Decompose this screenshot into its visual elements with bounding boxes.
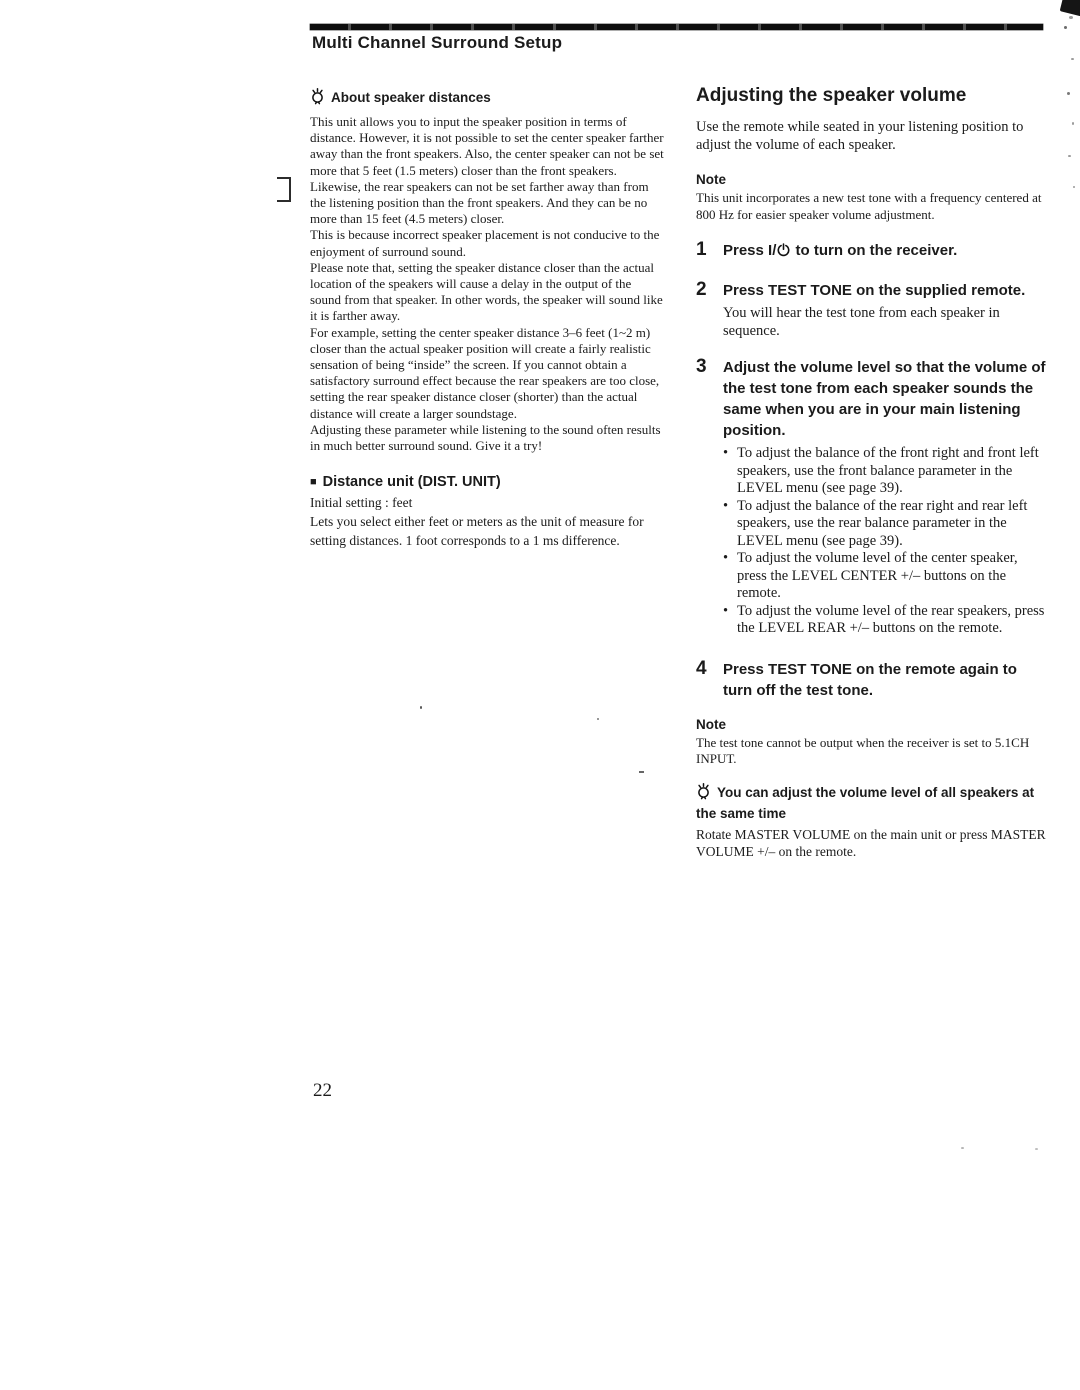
step-3 <box>696 357 1048 638</box>
black-square-icon: ■ <box>310 476 317 489</box>
tip-paragraph: Adjusting these parameter while listening to the sound often results in much better surround sound. Give it a try! <box>310 421 661 454</box>
lightbulb-icon <box>310 88 325 110</box>
scan-speck <box>1067 92 1070 95</box>
distance-unit-initial-setting: Initial setting : feet <box>310 495 413 511</box>
bullet-item <box>723 445 1048 498</box>
note-2 <box>696 717 1048 768</box>
step-heading: Press TEST TONE on the remote again to turn off the test tone. <box>723 660 1017 699</box>
scan-artifact-corner <box>1060 0 1080 16</box>
scan-speck <box>597 718 599 720</box>
note-label: Note <box>696 172 726 187</box>
step-body: You will hear the test tone from each speaker in sequence. <box>723 305 1000 339</box>
bullet-text: To adjust the volume level of the center speaker, press the LEVEL CENTER +/– buttons on the remote. <box>737 550 1018 601</box>
tip-master-volume <box>696 783 1048 861</box>
bullet-text: To adjust the balance of the front right and front left speakers, use the front balance parameter in the LEVEL menu (see page 39). <box>737 445 1039 496</box>
page-title: Multi Channel Surround Setup <box>312 33 563 52</box>
scan-speck <box>1064 26 1067 29</box>
step-content <box>723 357 1048 638</box>
tip-paragraph: For example, setting the center speaker distance 3–6 feet (1~2 m) closer than the actual speaker position will create a fairly realistic sensation of being “inside” the screen. If you cannot obtain a satisfactory surround effect because the rear speakers are too close, setting the rear speaker distance closer (shorter) than the actual distance will create a larger soundstage. <box>310 324 660 421</box>
scan-artifact-bracket <box>277 177 291 202</box>
tip-paragraph: Please note that, setting the speaker distance closer than the actual location of the speakers will cause a delay in the output of the sound from that speaker. In other words, the speaker will sound like it is farther away. <box>310 259 663 324</box>
scan-speck <box>961 1147 964 1149</box>
scan-speck <box>1069 16 1073 19</box>
bullet-item <box>723 603 1048 638</box>
scan-speck <box>1073 186 1075 188</box>
bullet-marker: • <box>723 602 729 619</box>
tip-body: Rotate MASTER VOLUME on the main unit or press MASTER VOLUME +/– on the remote. <box>696 826 1046 859</box>
tip-paragraph: This unit allows you to input the speaker position in terms of distance. However, it is not possible to set the center speaker farther away than the front speakers. Also, the center speaker can not be set more that 5 feet (1.5 meters) closer than the front speakers. <box>310 114 664 178</box>
step-heading-suffix: to turn on the receiver. <box>791 242 958 259</box>
distance-unit-body: Lets you select either feet or meters as the unit of measure for setting distances. 1 foot corresponds to a 1 ms difference. <box>310 514 644 548</box>
step-2 <box>696 280 1048 340</box>
bullet-marker: • <box>723 550 729 566</box>
bullet-marker: • <box>723 497 729 514</box>
bullet-text: To adjust the balance of the rear right and rear left speakers, use the rear balance parameter in the LEVEL menu (see page 39). <box>737 497 1028 549</box>
step-number: 4 <box>696 657 707 679</box>
step-number: 1 <box>696 239 707 260</box>
step-content <box>723 280 1048 340</box>
distance-unit-section <box>310 474 664 550</box>
header-rule <box>310 24 1043 30</box>
tip-title: You can adjust the volume level of all speakers at the same time <box>696 784 1035 821</box>
power-standby-icon <box>777 242 790 263</box>
step-heading <box>723 240 1048 263</box>
right-column <box>696 84 1048 861</box>
left-column <box>310 88 664 550</box>
bullet-item <box>723 498 1048 551</box>
lightbulb-icon <box>696 783 711 805</box>
step-bullet-list <box>723 445 1048 638</box>
tip-heading <box>696 783 1048 823</box>
note-body: This unit incorporates a new test tone with a frequency centered at 800 Hz for easier speaker volume adjustment. <box>696 190 1042 222</box>
tip-about-speaker-distances <box>310 88 664 110</box>
note-body: The test tone cannot be output when the receiver is set to 5.1CH INPUT. <box>696 734 1030 766</box>
step-content <box>723 659 1048 701</box>
scan-speck <box>1072 122 1074 125</box>
scan-speck <box>1035 1148 1038 1150</box>
tip-paragraph: This is because incorrect speaker placement is not conducive to the enjoyment of surround sound. <box>310 227 660 259</box>
tip-title-text: About speaker distances <box>331 90 491 105</box>
step-number: 2 <box>696 279 707 300</box>
bullet-text: To adjust the volume level of the rear speakers, press the LEVEL REAR +/– buttons on the remote. <box>737 602 1045 636</box>
note-label: Note <box>696 716 726 732</box>
bullet-marker: • <box>723 445 729 461</box>
tip-paragraph: Likewise, the rear speakers can not be set farther away than from the listening position than the front speakers. And they can be no more than 15 feet (4.5 meters) closer. <box>310 178 649 227</box>
scan-speck <box>420 706 422 709</box>
step-number: 3 <box>696 356 707 377</box>
step-heading: Adjust the volume level so that the volume of the test tone from each speaker sounds the same when you are in your main listening position. <box>723 359 1046 439</box>
section-intro: Use the remote while seated in your listening position to adjust the volume of each speaker. <box>696 119 1024 153</box>
steps-list <box>696 240 1048 701</box>
step-heading: Press TEST TONE on the supplied remote. <box>723 282 1026 299</box>
scan-speck <box>1071 58 1074 60</box>
section-title: Adjusting the speaker volume <box>696 85 967 106</box>
step-heading-prefix: Press I/ <box>723 242 777 259</box>
distance-unit-title: Distance unit (DIST. UNIT) <box>322 474 501 491</box>
scan-speck <box>639 771 644 773</box>
step-1 <box>696 240 1048 263</box>
scan-speck <box>1068 155 1071 157</box>
distance-unit-heading <box>310 474 664 490</box>
page-number: 22 <box>313 1080 332 1101</box>
bullet-item <box>723 550 1048 603</box>
step-4 <box>696 659 1048 701</box>
step-content <box>723 240 1048 263</box>
